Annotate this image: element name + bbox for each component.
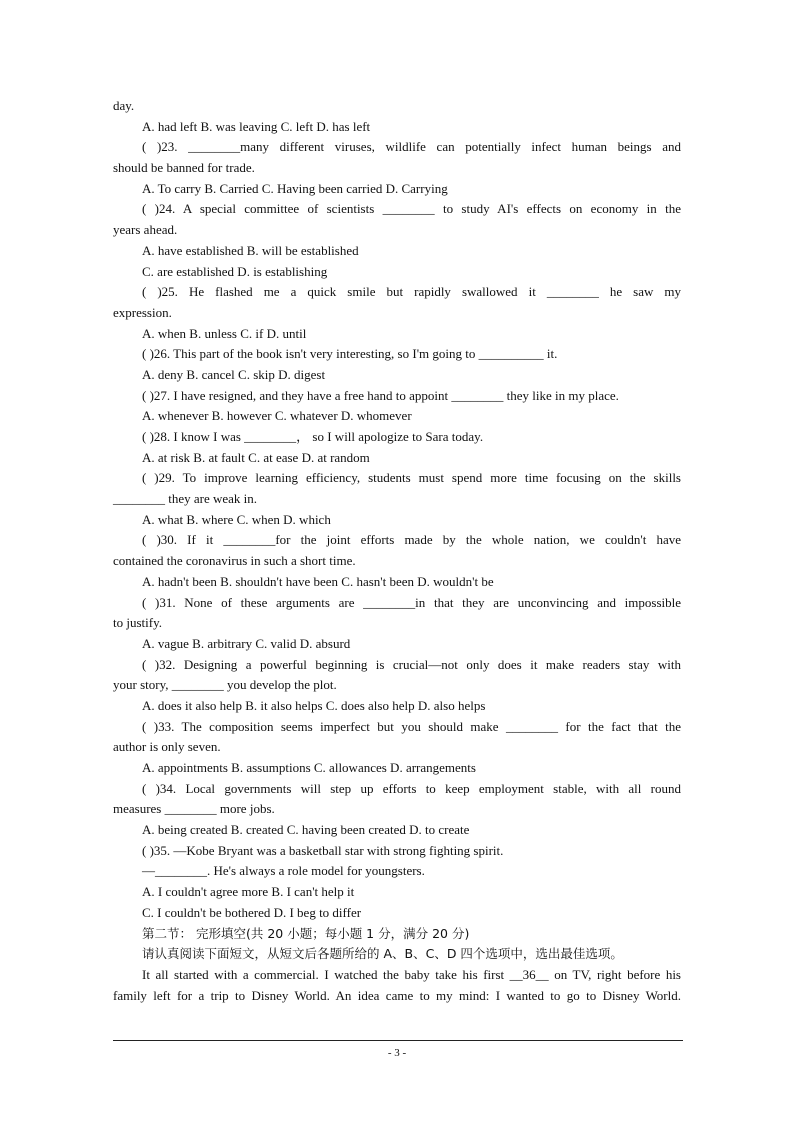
text-line: your story, ________ you develop the plot. xyxy=(113,677,337,693)
document-body xyxy=(113,96,681,1006)
text-line: should be banned for trade. xyxy=(113,160,255,176)
text-line: A. To carry B. Carried C. Having been carried D. Carrying xyxy=(142,180,448,196)
text-line: ( )23. ________many different viruses, wildlife can potentially infect human beings and xyxy=(142,139,681,155)
text-line: measures ________ more jobs. xyxy=(113,801,275,817)
text-line: ________ they are weak in. xyxy=(113,491,258,507)
text-line: A. what B. where C. when D. which xyxy=(142,511,331,527)
text-line: author is only seven. xyxy=(113,739,221,755)
footer-rule xyxy=(113,1040,683,1041)
text-line: years ahead. xyxy=(113,222,178,238)
text-line: C. I couldn't be bothered D. I beg to differ xyxy=(142,904,362,920)
text-line: to justify. xyxy=(113,615,162,631)
text-line: —________. He's always a role model for youngsters. xyxy=(142,863,425,879)
text-line: ( )29. To improve learning efficiency, students must spend more time focusing on the skills xyxy=(142,470,681,486)
text-line: A. at risk B. at fault C. at ease D. at random xyxy=(142,449,370,465)
text-line: ( )32. Designing a powerful beginning is crucial—not only does it make readers stay with xyxy=(142,656,681,672)
text-line: A. whenever B. however C. whatever D. whomever xyxy=(142,408,412,424)
text-line: ( )35. —Kobe Bryant was a basketball star with strong fighting spirit. xyxy=(142,842,504,858)
text-line: It all started with a commercial. I watched the baby take his first __36__ on TV, right before his xyxy=(142,966,681,982)
text-line: A. vague B. arbitrary C. valid D. absurd xyxy=(142,635,351,651)
text-line: A. I couldn't agree more B. I can't help it xyxy=(142,884,355,900)
text-line: ( )27. I have resigned, and they have a free hand to appoint ________ they like in my place. xyxy=(142,387,619,403)
text-line: ( )31. None of these arguments are ________in that they are unconvincing and impossible xyxy=(142,594,681,610)
text-line: A. appointments B. assumptions C. allowances D. arrangements xyxy=(142,760,476,775)
text-line: contained the coronavirus in such a short time. xyxy=(113,553,356,569)
text-line: A. hadn't been B. shouldn't have been C. hasn't been D. wouldn't be xyxy=(142,573,494,589)
text-line: A. deny B. cancel C. skip D. digest xyxy=(142,366,326,382)
text-line: ( )25. He flashed me a quick smile but rapidly swallowed it ________ he saw my xyxy=(142,284,681,300)
text-line: 第二节： 完形填空(共 20 小题；每小题 1 分，满分 20 分) xyxy=(142,925,470,941)
text-line: ( )33. The composition seems imperfect but you should make ________ for the fact that the xyxy=(142,718,681,734)
text-line: ( )24. A special committee of scientists ________ to study AI's effects on economy in the xyxy=(142,201,681,217)
text-line: A. have established B. will be established xyxy=(142,242,359,258)
text-line: day. xyxy=(113,98,135,113)
text-line: C. are established D. is establishing xyxy=(142,263,328,279)
text-line: A. being created B. created C. having been created D. to create xyxy=(142,822,470,838)
text-line: A. does it also help B. it also helps C. does also help D. also helps xyxy=(142,697,486,713)
text-line: A. when B. unless C. if D. until xyxy=(142,325,307,341)
page-number: - 3 - xyxy=(387,1047,407,1059)
text-line: ( )34. Local governments will step up efforts to keep employment stable, with all round xyxy=(142,780,681,796)
text-line: ( )26. This part of the book isn't very interesting, so I'm going to __________ it. xyxy=(142,346,558,362)
text-line: ( )30. If it ________for the joint efforts made by the whole nation, we couldn't have xyxy=(142,532,681,548)
text-line: A. had left B. was leaving C. left D. has left xyxy=(142,118,371,134)
text-line: ( )28. I know I was ________， so I will apologize to Sara today. xyxy=(142,429,484,444)
text-line: family left for a trip to Disney World. An idea came to my mind: I wanted to go to Disney World. xyxy=(113,987,681,1003)
text-line: expression. xyxy=(113,304,172,320)
text-line: 请认真阅读下面短文，从短文后各题所给的 A、B、C、D 四个选项中，选出最佳选项。 xyxy=(142,946,623,962)
